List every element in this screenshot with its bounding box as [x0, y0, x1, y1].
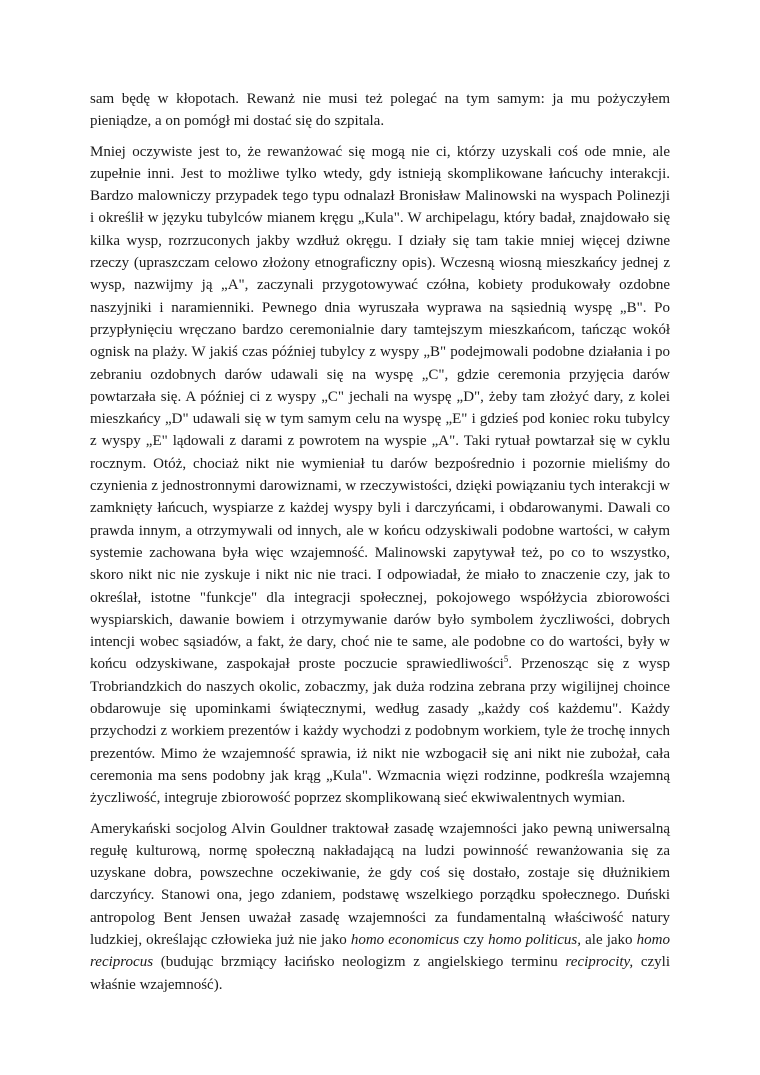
text-segment: czy [459, 931, 489, 948]
italic-term: homo reciprocus [90, 931, 671, 971]
document-page [90, 88, 670, 1004]
text-segment: ale jako [581, 931, 637, 948]
text-segment: (budując brzmiący łacińsko neologizm z angielskiego terminu [153, 954, 566, 971]
italic-term: reciprocity, [565, 954, 634, 971]
text-segment: Amerykański socjolog Alvin Gouldner traktował zasadę wzajemności jako pewną uniwersalną regułę kulturową, normę społeczną nakładającą na ludzi powinność rewanżowania się za uzyskane dobra, powszechne oczekiwanie, że gdy coś się dostało, zostaje się dłużnikiem darczyńcy. Stanowi ona, jego zdaniem, podstawę wszelkiego porządku społecznego. Duński antropolog Bent Jensen uważał zasadę wzajemności za fundamentalną właściwość natury ludzkiej, określając człowieka już nie jako [90, 820, 670, 948]
italic-term: homo economicus [350, 931, 460, 948]
paragraph-1 [90, 88, 670, 133]
text-segment: sam będę w kłopotach. Rewanż nie musi też polegać na tym samym: ja mu pożyczyłem pieniądze, a on pomógł mi dostać się do szpitala. [90, 91, 670, 130]
text-segment: Mniej oczywiste jest to, że rewanżować się mogą nie ci, którzy uzyskali coś ode mnie, ale zupełnie inni. Jest to możliwe tylko wtedy, gdy istnieją skomplikowane łańcuchy interakcji. Bardzo malowniczy przypadek tego typu odnalazł Bronisław Malinowski na wyspach Polinezji i określił w języku tubylców mianem kręgu „Kula". W archipelagu, który badał, znajdowało się kilka wysp, rozrzuconych jakby wzdłuż okręgu. I działy się tam takie mniej więcej dziwne rzeczy (upraszczam celowo złożony etnograficzny opis). Wczesną wiosną mieszkańcy jednej z wysp, nazwijmy ją „A", zaczynali przygotowywać czółna, kobiety produkowały ozdobne naszyjniki i naramienniki. Pewnego dnia wyruszała wyprawa na sąsiednią wyspę „B". Po przypłynięciu wręczano bardzo ceremonialnie dary tamtejszym mieszkańcom, tańcząc wokół ognisk na plaży. W jakiś czas później tubylcy z wyspy „B" podejmowali podobne działania i po zebraniu ozdobnych darów udawali się na wyspę „C", gdzie ceremonia przyjęcia darów powtarzała się. A później ci z wyspy „C" jechali na wyspę „D", żeby tam złożyć dary, z kolei mieszkańcy „D" udawali się w tym samym celu na wyspę „E" i gdzieś pod koniec roku tubylcy z wyspy „E" lądowali z darami z powrotem na wyspie „A". Taki rytuał powtarzał się w cyklu rocznym. Otóż, chociaż nikt nie wymieniał tu darów bezpośrednio i pozornie mieliśmy do czynienia z jednostronnymi darowiznami, w rzeczywistości, dzięki powiązaniu tych interakcji w zamknięty łańcuch, wyspiarze z każdej wyspy byli i darczyńcami, i obdarowanymi. Dawali co prawda innym, a otrzymywali od innych, ale w końcu odzyskiwali podobne wartości, w całym systemie zachowana była więc wzajemność. Malinowski zapytywał też, po co to wszystko, skoro nikt nic nie zyskuje i nikt nic nie traci. I odpowiadał, że miało to znaczenie czy, jak to określał, istotne "funkcje" dla integracji społecznej, pokojowego współżycia zbiorowości wyspiarskich, dawanie bowiem i otrzymywanie darów było symbolem życzliwości, dobrych intencji wobec sąsiadów, a fakt, że dary, choć nie te same, ale podobne co do wartości, były w końcu odzyskiwane, zaspokajał proste poczucie sprawiedliwości [90, 143, 670, 673]
footnote-marker: 5 [503, 654, 509, 665]
text-segment: . Przenosząc się z wysp Trobriandzkich do naszych okolic, zobaczmy, jak duża rodzina zebrana przy wigilijnej choince obdarowuje się upominkami świątecznymi, według zasady „każdy coś każdemu". Każdy przychodzi z workiem prezentów i każdy wychodzi z podobnym workiem, tyle że trochę innych prezentów. Mimo że wzajemność sprawia, iż nikt nie wzbogacił się ani nikt nie zubożał, cała ceremonia ma sens podobny jak krąg „Kula". Wzmacnia więzi rodzinne, podkreśla wzajemną życzliwość, integruje zbiorowość poprzez skomplikowaną sieć ekwiwalentnych wymian. [90, 656, 670, 807]
text-segment: czyli właśnie wzajemność). [90, 954, 670, 993]
italic-term: homo politicus, [488, 931, 582, 948]
paragraph-2 [90, 141, 670, 810]
paragraph-3 [90, 818, 670, 996]
